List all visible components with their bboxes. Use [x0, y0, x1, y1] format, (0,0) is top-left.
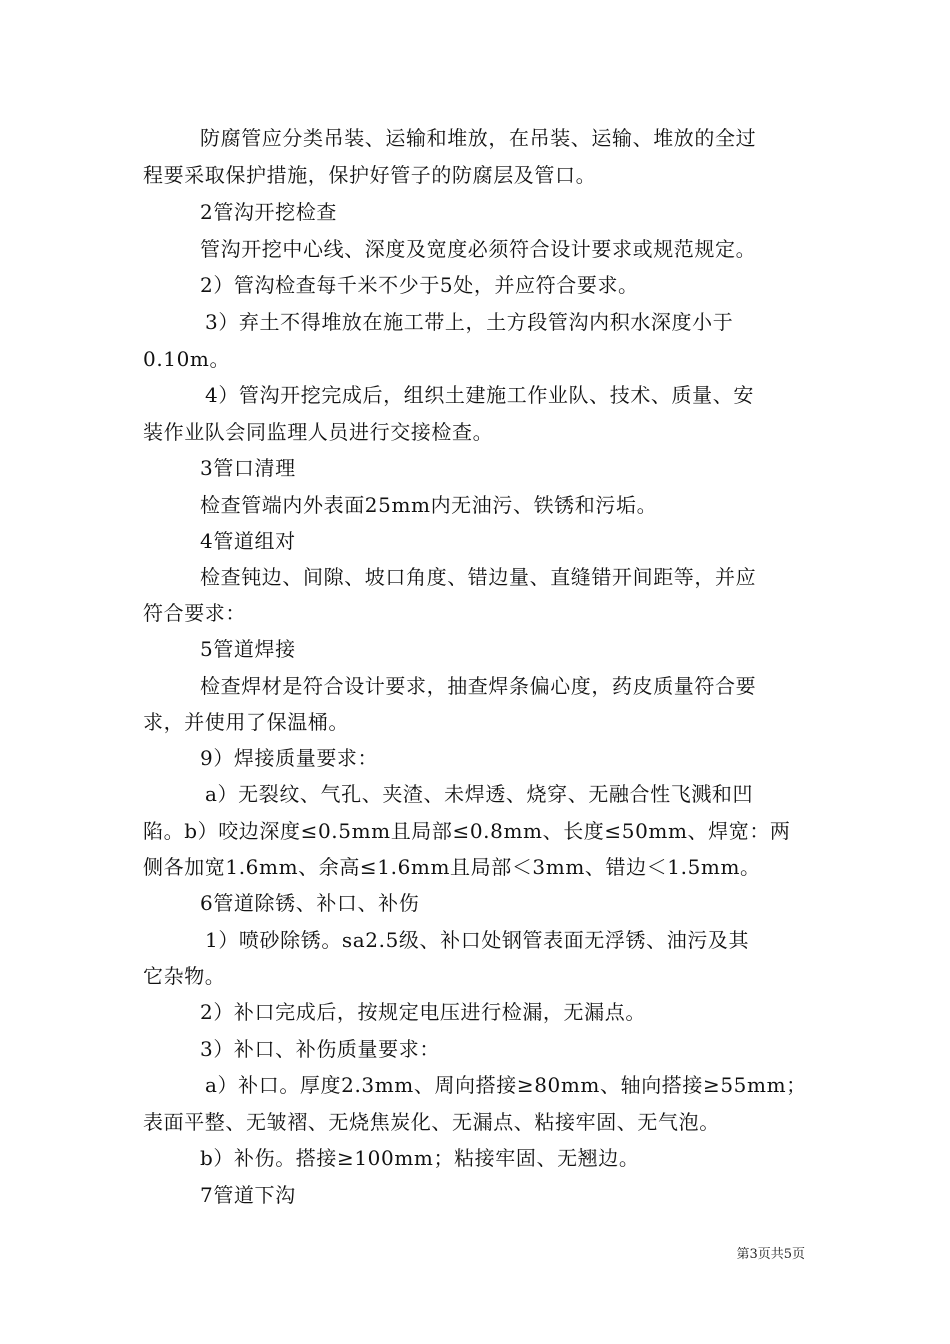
paragraph-line: 防腐管应分类吊装、运输和堆放，在吊装、运输、堆放的全过 — [200, 126, 757, 150]
paragraph-line: 3）弃土不得堆放在施工带上，土方段管沟内积水深度小于 — [205, 310, 734, 334]
paragraph-line: a）补口。厚度2.3mm、周向搭接≥80mm、轴向搭接≥55mm； — [205, 1073, 807, 1097]
paragraph-line: 1）喷砂除锈。sa2.5级、补口处钢管表面无浮锈、油污及其 — [205, 928, 750, 952]
section-heading: 2管沟开挖检查 — [200, 200, 337, 224]
paragraph-line: 表面平整、无皱褶、无烧焦炭化、无漏点、粘接牢固、无气泡。 — [143, 1110, 720, 1134]
paragraph-line: 2）补口完成后，按规定电压进行检漏，无漏点。 — [200, 1000, 646, 1024]
paragraph-line: 4）管沟开挖完成后，组织土建施工作业队、技术、质量、安 — [205, 383, 754, 407]
paragraph-line: a）无裂纹、气孔、夹渣、未焊透、烧穿、无融合性飞溅和凹 — [205, 782, 754, 806]
section-heading: 6管道除锈、补口、补伤 — [200, 891, 420, 915]
section-heading: 5管道焊接 — [200, 637, 296, 661]
section-heading: 7管道下沟 — [200, 1183, 296, 1207]
paragraph-line: 0.10m。 — [143, 347, 231, 371]
paragraph-line: 检查焊材是符合设计要求，抽查焊条偏心度，药皮质量符合要 — [200, 674, 757, 698]
paragraph-line: 2）管沟检查每千米不少于5处，并应符合要求。 — [200, 273, 639, 297]
paragraph-line: 检查钝边、间隙、坡口角度、错边量、直缝错开间距等，并应 — [200, 565, 757, 589]
paragraph-line: 检查管端内外表面25mm内无油污、铁锈和污垢。 — [200, 493, 658, 517]
paragraph-line: 它杂物。 — [143, 964, 226, 988]
paragraph-line: 3）补口、补伤质量要求： — [200, 1037, 440, 1061]
paragraph-line: 陷。b）咬边深度≤0.5mm且局部≤0.8mm、长度≤50mm、焊宽：两 — [143, 819, 791, 843]
section-heading: 3管口清理 — [200, 456, 296, 480]
paragraph-line: 求，并使用了保温桶。 — [143, 710, 349, 734]
page-number-label: 第3页共5页 — [736, 1247, 805, 1262]
page-number-footer — [736, 1247, 805, 1263]
paragraph-line: 9）焊接质量要求： — [200, 746, 379, 770]
paragraph-line: 管沟开挖中心线、深度及宽度必须符合设计要求或规范规定。 — [200, 237, 757, 261]
paragraph-line: 符合要求： — [143, 601, 246, 625]
paragraph-line: 程要采取保护措施，保护好管子的防腐层及管口。 — [143, 163, 597, 187]
paragraph-line: b）补伤。搭接≥100mm；粘接牢固、无翘边。 — [200, 1146, 640, 1170]
paragraph-line: 侧各加宽1.6mm、余高≤1.6mm且局部＜3mm、错边＜1.5mm。 — [143, 855, 761, 879]
paragraph-line: 装作业队会同监理人员进行交接检查。 — [143, 420, 494, 444]
section-heading: 4管道组对 — [200, 529, 296, 553]
